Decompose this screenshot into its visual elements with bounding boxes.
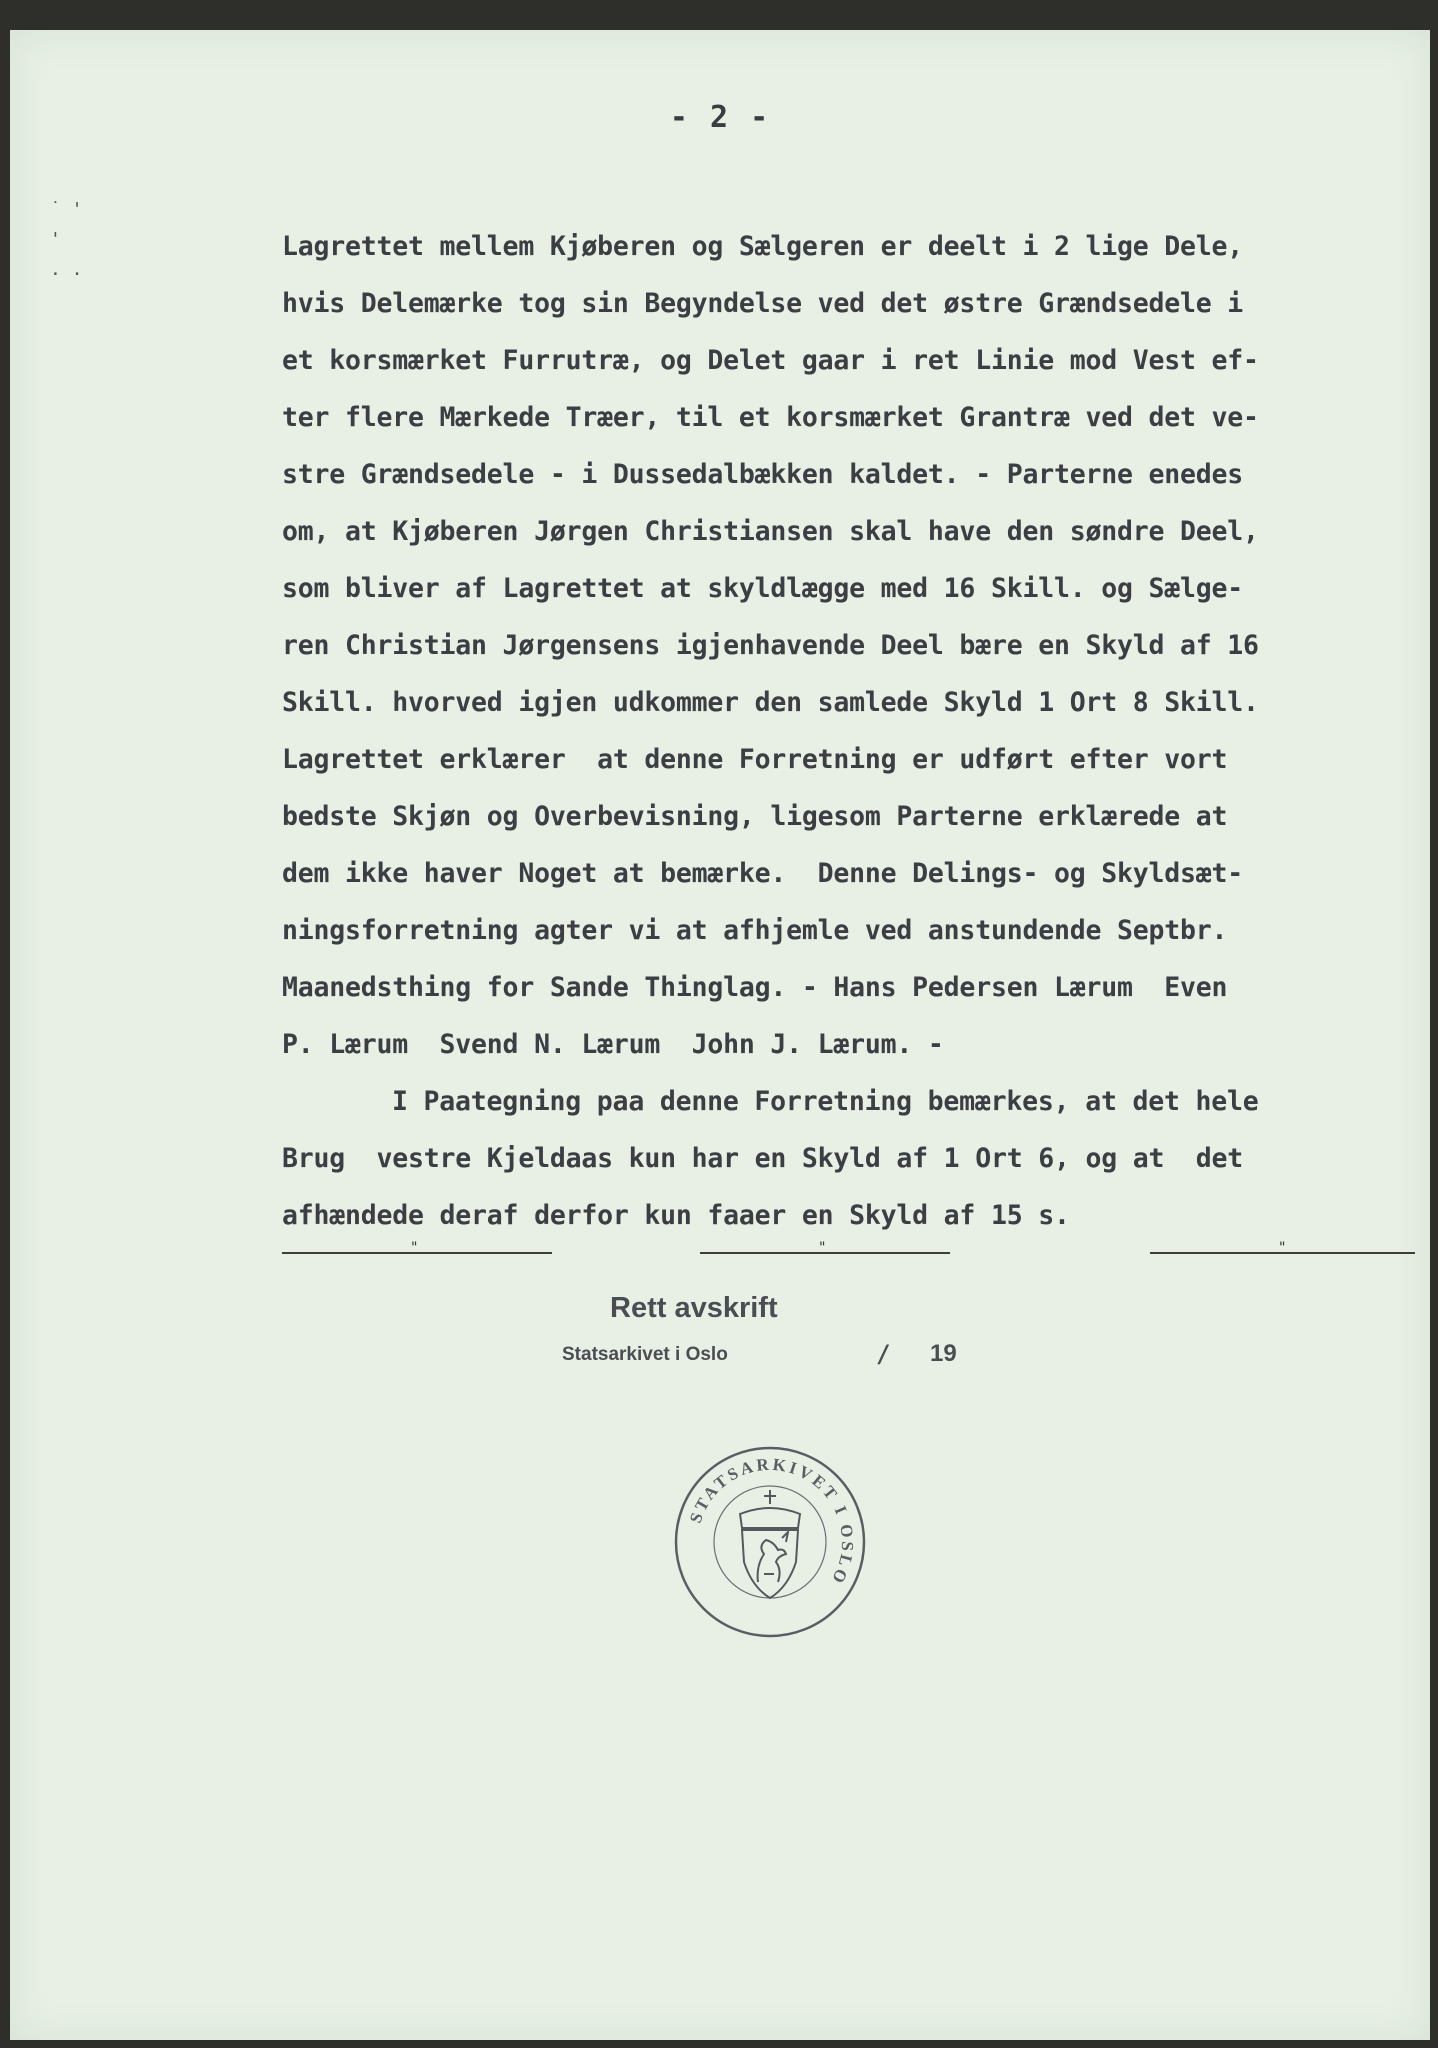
margin-dot: ' [50, 229, 61, 250]
text-line: om, at Kjøberen Jørgen Christiansen skal have den søndre Deel, [282, 516, 1259, 547]
signature-rules [10, 1240, 1430, 1272]
text-line: stre Grændsedele - i Dussedalbækken kaldet. - Parterne enedes [282, 459, 1244, 490]
rule-line [700, 1240, 950, 1256]
typed-text [282, 218, 1352, 1244]
document-page [10, 30, 1430, 2040]
ditto-mark: " [1278, 1240, 1287, 1256]
annotation-line: afhændede deraf derfor kun faaer en Skyld af 15 s. [282, 1200, 1070, 1231]
text-line: dem ikke haver Noget at bemærke. Denne Delings- og Skyldsæt- [282, 858, 1244, 889]
text-line: bedste Skjøn og Overbevisning, ligesom Parterne erklærede at [282, 801, 1228, 832]
text-line: P. Lærum Svend N. Lærum John J. Lærum. - [282, 1029, 944, 1060]
text-line: Lagrettet erklærer at denne Forretning er udført efter vort [282, 744, 1228, 775]
text-line: Maanedsthing for Sande Thinglag. - Hans Pedersen Lærum Even [282, 972, 1228, 1003]
text-line: Lagrettet mellem Kjøberen og Sælgeren er deelt i 2 lige Dele, [282, 231, 1244, 262]
page-number: - 2 - [669, 100, 771, 135]
margin-dot: . . [50, 259, 83, 280]
svg-text:STATSARKIVET I OSLO [686, 1455, 857, 1589]
text-line: Skill. hvorved igjen udkommer den samlede Skyld 1 Ort 8 Skill. [282, 687, 1259, 718]
stamp-title: Rett avskrift [610, 1292, 778, 1324]
annotation-line: I Paategning paa denne Forretning bemærkes, at det hele [392, 1086, 1259, 1117]
annotation-line: Brug vestre Kjeldaas kun har en Skyld af 1 Ort 6, og at det [282, 1143, 1244, 1174]
text-line: ningsforretning agter vi at afhjemle ved anstundende Septbr. [282, 915, 1228, 946]
text-line: ter flere Mærkede Træer, til et korsmærket Grantræ ved det ve- [282, 402, 1259, 433]
text-line: et korsmærket Furrutræ, og Delet gaar i ret Linie mod Vest ef- [282, 345, 1259, 376]
text-line: hvis Delemærke tog sin Begyndelse ved det østre Grændsedele i [282, 288, 1244, 319]
text-line: ren Christian Jørgensens igjenhavende Deel bære en Skyld af 16 [282, 630, 1259, 661]
stamp-place: Statsarkivet i Oslo [562, 1344, 728, 1365]
stamp-slash: / [876, 1340, 891, 1368]
archive-seal [670, 1442, 870, 1642]
rule-line [1150, 1240, 1415, 1256]
ditto-mark: " [818, 1240, 827, 1256]
margin-marks [50, 195, 83, 285]
coat-of-arms-icon [740, 1490, 800, 1598]
seal-text: STATSARKIVET I OSLO [685, 1454, 858, 1589]
rule-line [282, 1240, 552, 1256]
stamp-year: 19 [930, 1340, 957, 1367]
margin-dot: ˙ ' [50, 199, 83, 220]
text-line: som bliver af Lagrettet at skyldlægge med 16 Skill. og Sælge- [282, 573, 1244, 604]
ditto-mark: " [410, 1240, 419, 1256]
